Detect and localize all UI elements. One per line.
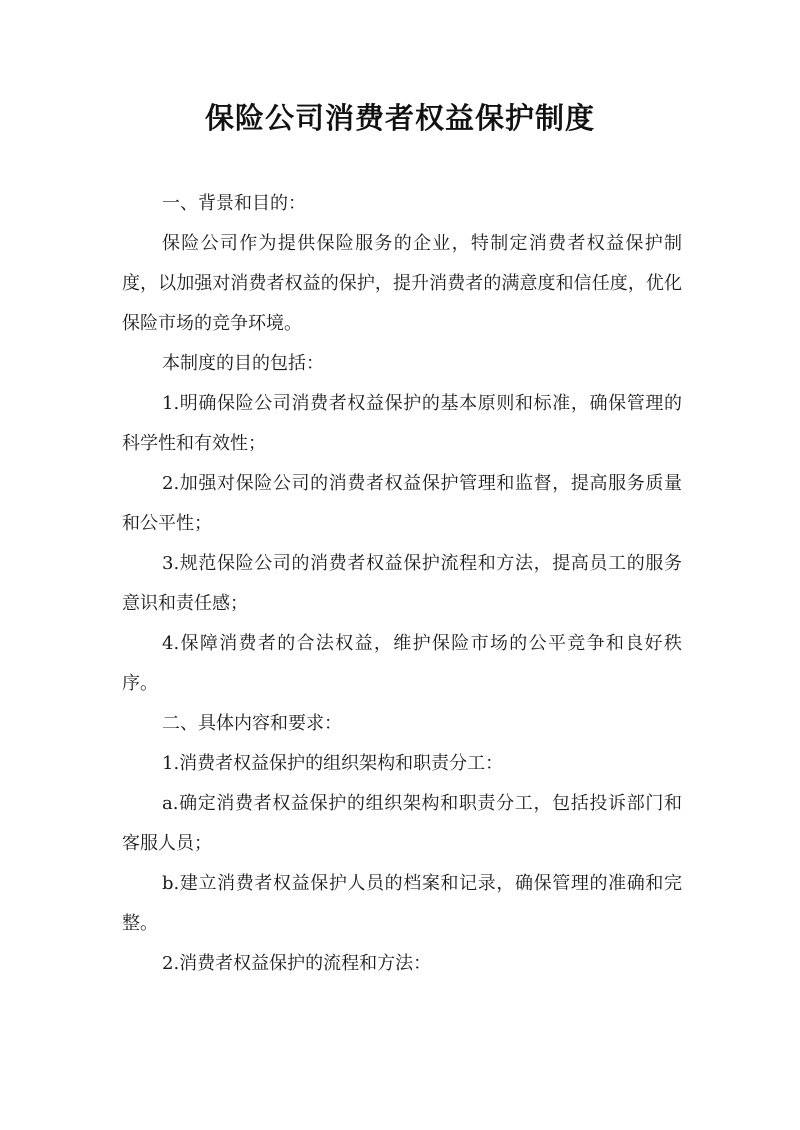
section-heading-background: 一、背景和目的： — [162, 193, 306, 214]
paragraph-purpose-lead: 本制度的目的包括： — [162, 353, 324, 374]
content-subitem-b: b.建立消费者权益保护人员的档案和记录，确保管理的准确和完整。 — [122, 873, 682, 934]
paragraph-intro: 保险公司作为提供保险服务的企业，特制定消费者权益保护制度，以加强对消费者权益的保护，提升消费者的满意度和信任度，优化保险市场的竞争环境。 — [122, 233, 682, 334]
document-title: 保险公司消费者权益保护制度 — [204, 101, 595, 135]
purpose-item-3: 3.规范保险公司的消费者权益保护流程和方法，提高员工的服务意识和责任感； — [122, 553, 682, 614]
content-subitem-a: a.确定消费者权益保护的组织架构和职责分工，包括投诉部门和客服人员； — [122, 793, 682, 854]
purpose-item-4: 4.保障消费者的合法权益，维护保险市场的公平竞争和良好秩序。 — [122, 633, 682, 694]
content-item-1: 1.消费者权益保护的组织架构和职责分工： — [162, 753, 504, 774]
section-heading-content: 二、具体内容和要求： — [162, 713, 342, 734]
content-item-2: 2.消费者权益保护的流程和方法： — [162, 953, 432, 974]
document-body — [122, 184, 682, 984]
purpose-item-2: 2.加强对保险公司的消费者权益保护管理和监督，提高服务质量和公平性； — [122, 473, 682, 534]
purpose-item-1: 1.明确保险公司消费者权益保护的基本原则和标准，确保管理的科学性和有效性； — [122, 393, 682, 454]
